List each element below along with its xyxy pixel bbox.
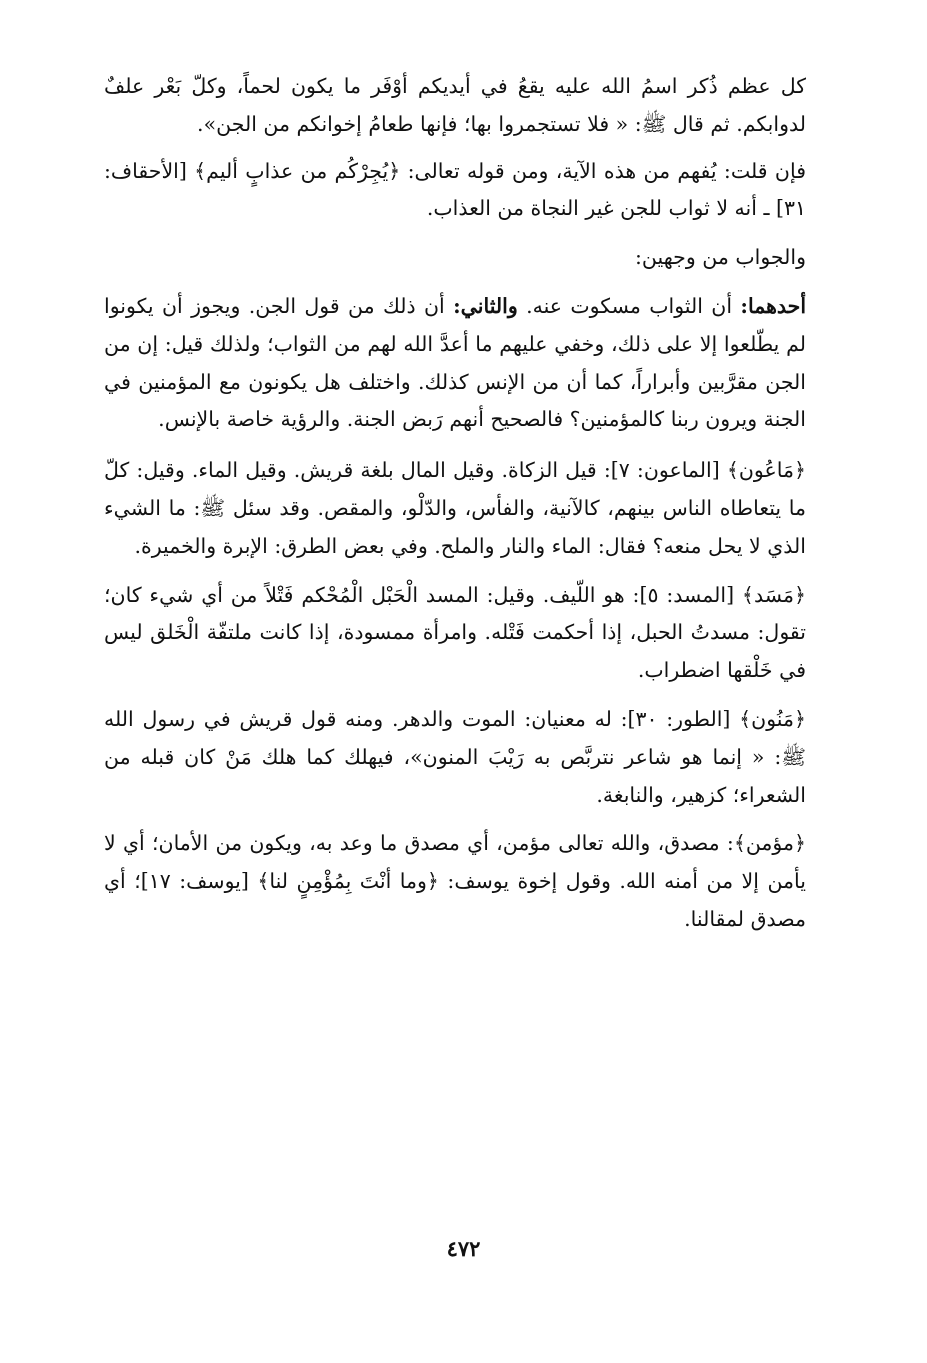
paragraph-5: ﴿مَاعُون﴾ [الماعون: ٧]: قيل الزكاة. وقيل المال بلغة قريش. وقيل الماء. وقيل: كلّ ما يتعاطاه الناس بينهم، كالآنية، والفأس، والدّلْو، والمقص. وقد سئل ﷺ: ما الشيء الذي لا يحل منعه؟ فقال: الماء والنار والملح. وفي بعض الطرق: الإبرة والخميرة. — [104, 458, 806, 558]
page-body — [104, 68, 806, 939]
paragraph-6: ﴿مَسَد﴾ [المسد: ٥]: هو اللّيف. وقيل: المسد الْحَبْل الْمُحْكم فَتْلاً من أي شيء كان؛ تقول: مسدتُ الحبل، إذا أحكمت فَتْله. وامرأة ممسودة، إذا كانت ملتفّة الْخَلق ليس في خَلْقها اضطراب. — [104, 582, 806, 683]
paragraph-8: ﴿مؤمن﴾: مصدق، والله تعالى مؤمن، أي مصدق ما وعد به، ويكون من الأمان؛ أي لا يأمن إلا من أمنه الله. وقول إخوة يوسف: ﴿وما أنْتَ بِمُؤْمِنٍ لنا﴾ [يوسف: ١٧]؛ أي مصدق لمقالنا. — [104, 831, 806, 931]
paragraph-7: ﴿مَنُون﴾ [الطور: ٣٠]: له معنيان: الموت والدهر. ومنه قول قريش في رسول الله ﷺ: « إنما هو شاعر نتربَّص به رَيْبَ المنون»، فيهلك كما هلك مَنْ كان قبله من الشعراء؛ كزهير، والنابغة. — [104, 706, 806, 807]
first-aspect-label: أحدهما: — [740, 293, 807, 318]
paragraph-1: كل عظم ذُكر اسمُ الله عليه يقعُ في أيديكم أوْفَر ما يكون لحماً، وكلّ بَعْر علفٌ لدوابكم. ثم قال ﷺ: « فلا تستجمروا بها؛ فإنها طعامُ إخوانكم من الجن». — [104, 74, 806, 136]
paragraph-3: والجواب من وجهين: — [635, 245, 806, 270]
paragraph-2: فإن قلت: يُفهم من هذه الآية، ومن قوله تعالى: ﴿يُجِرْكُم من عذابٍ أليم﴾ [الأحقاف: ٣١] ـ أنه لا ثواب للجن غير النجاة من العذاب. — [104, 158, 806, 221]
paragraph-4 — [104, 288, 806, 439]
page-number: ٤٧٢ — [446, 1236, 481, 1261]
second-aspect-label: والثاني: — [453, 293, 518, 318]
first-aspect-text: أن الثواب مسكوت عنه. — [517, 293, 741, 318]
second-aspect-text: أن ذلك من قول الجن. ويجوز أن يكونوا لم يطّلعوا إلا على ذلك، وخفي عليهم ما أعدَّ الله لهم من الثواب؛ ولذلك قيل: إن من الجن مقرَّبين وأبراراً، كما أن من الإنس كذلك. واختلف هل يكونون مع المؤمنين في الجنة ويرون ربنا كالمؤمنين؟ فالصحيح أنهم رَبض الجنة. والرؤية خاصة بالإنس. — [104, 293, 806, 432]
